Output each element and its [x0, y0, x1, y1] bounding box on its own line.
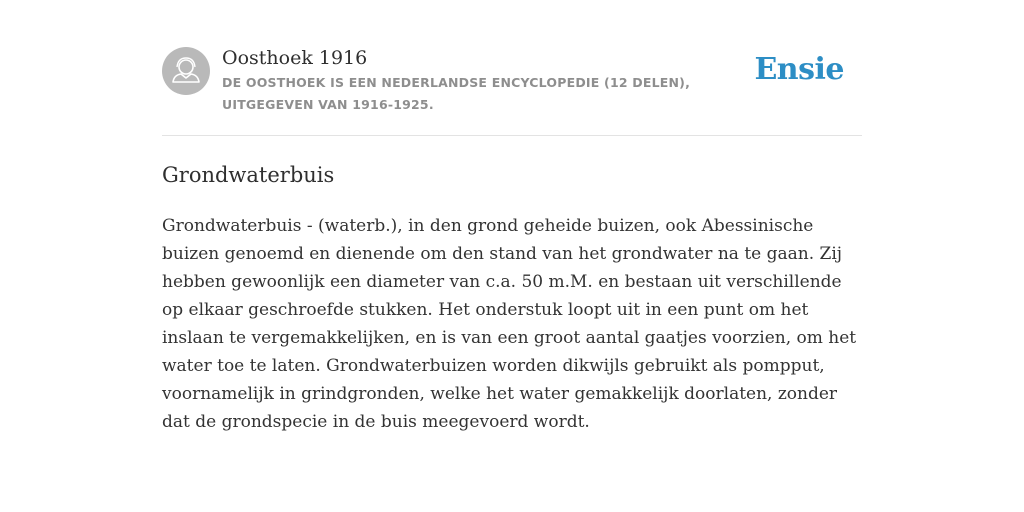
ensie-logo-link[interactable]: Ensie — [754, 52, 844, 87]
user-avatar-icon — [162, 47, 210, 95]
source-title: Oosthoek 1916 — [222, 47, 368, 69]
entry-title: Grondwaterbuis — [162, 163, 335, 187]
source-description: DE OOSTHOEK IS EEN NEDERLANDSE ENCYCLOPEDIE (12 DELEN), UITGEGEVEN VAN 1916-1925. — [222, 75, 691, 112]
source-header — [162, 46, 862, 116]
entry-body: Grondwaterbuis - (waterb.), in den grond geheide buizen, ook Abessinische buizen genoemd en dienende om den stand van het grondwater na te gaan. Zij hebben gewoonlijk een diameter van c.a. 50 m.M. en bestaan uit verschillende op elkaar geschroefde stukken. Het onderstuk loopt uit in een punt om het inslaan te vergemakkelijken, en is van een groot aantal gaatjes voorzien, om het water toe te laten. Grondwaterbuizen worden dikwijls gebruikt als pompput, voornamelijk in grindgronden, welke het water gemakkelijk doorlaten, zonder dat de grondspecie in de buis meegevoerd wordt. — [162, 216, 857, 432]
header-divider — [162, 135, 862, 136]
